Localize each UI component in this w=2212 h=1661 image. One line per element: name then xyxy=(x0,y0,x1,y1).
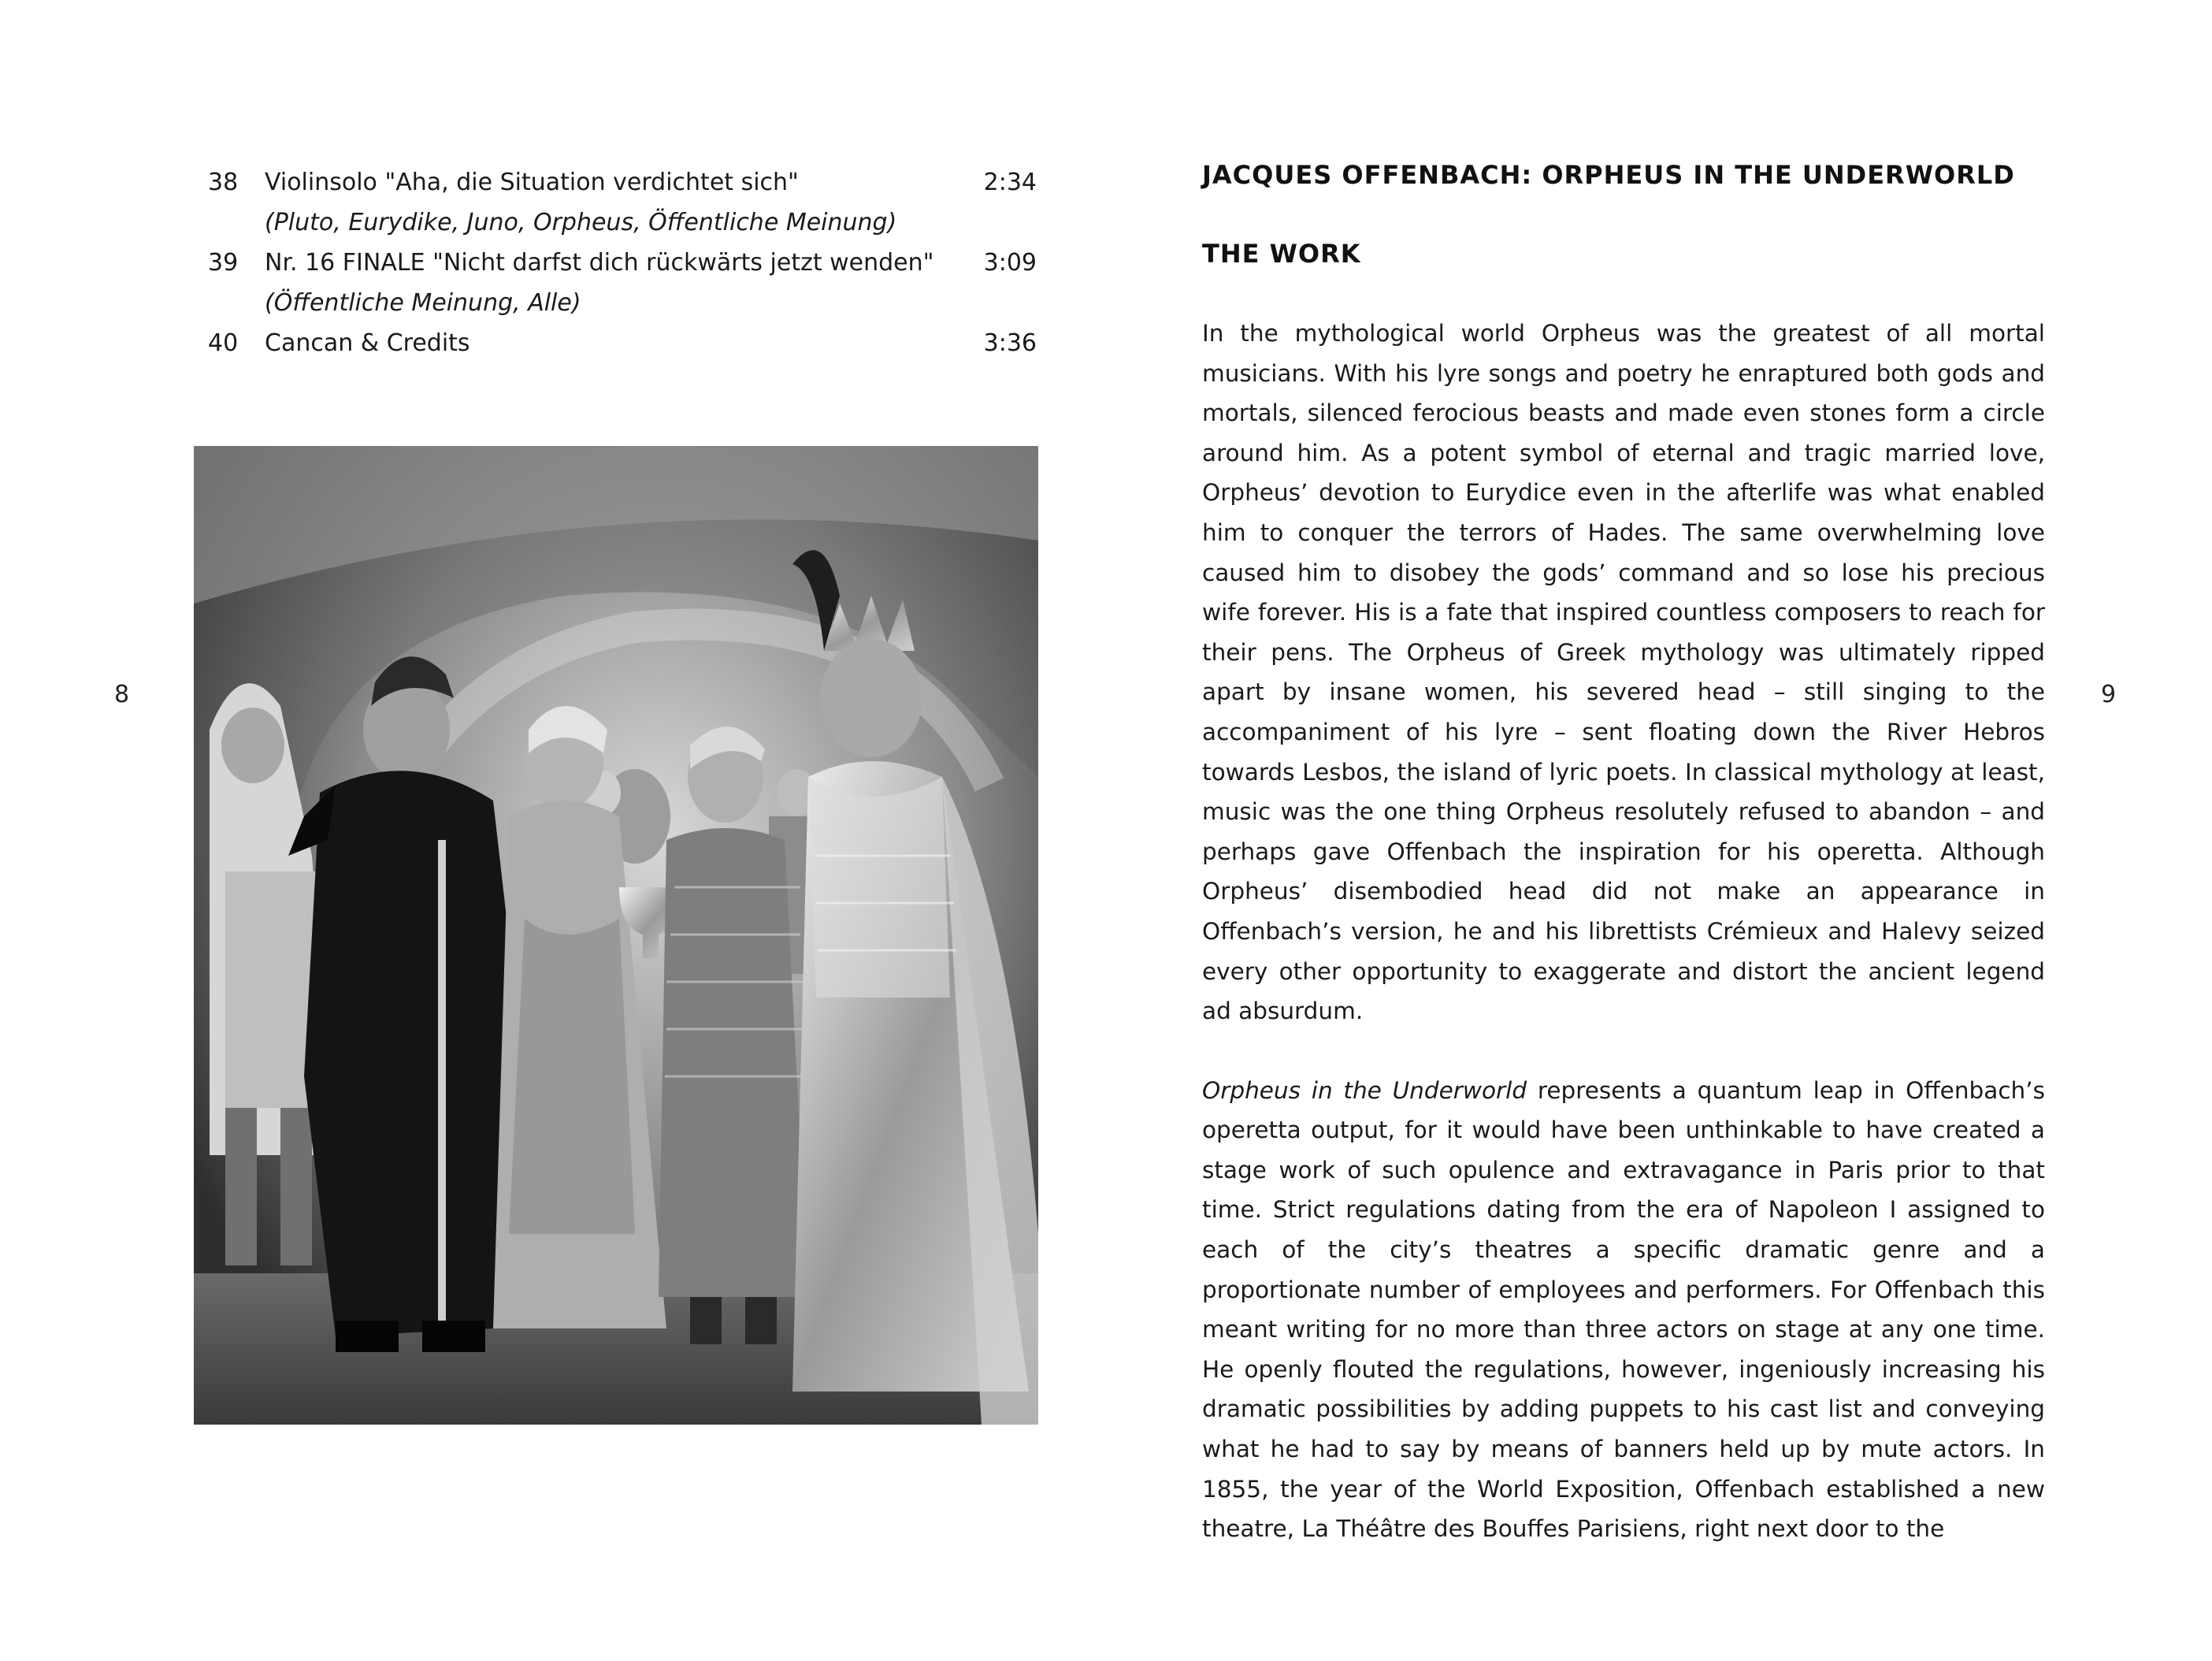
track-number: 38 xyxy=(208,169,239,196)
track-title: Cancan & Credits xyxy=(265,329,470,357)
track-title: Nr. 16 FINALE "Nicht darfst dich rückwärts jetzt wenden" xyxy=(265,249,934,277)
track-duration: 2:34 xyxy=(983,169,1037,196)
track-item xyxy=(208,243,1037,323)
essay-paragraph-1: In the mythological world Orpheus was the greatest of all mortal musicians. With his lyre songs and poetry he enraptured both gods and mortals, silenced ferocious beasts and made even stones form a circle around him. As a potent symbol of eternal and tragic married love, Orpheus’ devotion to Eurydice even in the afterlife was what enabled him to conquer the terrors of Hades. The same overwhelming love caused him to disobey the gods’ command and so lose his precious wife forever. His is a fate that inspired countless composers to reach for their pens. The Orpheus of Greek mythology was ultimately ripped apart by insane women, his severed head – still singing to the accompaniment of his lyre – sent floating down the River Hebros towards Lesbos, the island of lyric poets. In classical mythology at least, music was the one thing Orpheus resolutely refused to abandon – and perhaps gave Offenbach the inspiration for his operetta. Although Orpheus’ disembodied head did not make an appearance in Offenbach’s version, he and his librettists Crémieux and Halevy seized every other opportunity to exaggerate and distort the ancient legend ad absurdum. xyxy=(1202,320,2045,1025)
essay-subtitle: THE WORK xyxy=(1202,239,1361,269)
track-list xyxy=(208,162,1037,363)
track-duration: 3:36 xyxy=(983,329,1037,357)
track-item xyxy=(208,162,1037,243)
essay-paragraph-2 xyxy=(1202,1071,2045,1549)
stage-photo-illustration xyxy=(194,446,1038,1425)
stage-photo xyxy=(194,446,1038,1425)
track-number: 40 xyxy=(208,329,239,357)
essay-paragraph-2-text: represents a quantum leap in Offenbach’s operetta output, for it would have been unthinkable to have created a stage work of such opulence and extravagance in Paris prior to that time. Strict regulations dating from the era of Napoleon I assigned to each of the city’s theatres a specific dramatic genre and a proportionate number of employees and performers. For Offenbach this meant writing for no more than three actors on stage at any one time. He openly flouted the regulations, however, ingeniously increasing his dramatic possibilities by adding puppets to his cast list and conveying what he had to say by means of banners held up by mute actors. In 1855, the year of the World Exposition, Offenbach established a new theatre, La Théâtre des Bouffes Parisiens, right next door to the xyxy=(1202,1076,2045,1543)
track-roles: (Öffentliche Meinung, Alle) xyxy=(265,289,581,317)
track-item xyxy=(208,323,1037,363)
track-roles: (Pluto, Eurydike, Juno, Orpheus, Öffentliche Meinung) xyxy=(265,209,897,236)
track-duration: 3:09 xyxy=(983,249,1037,277)
page-number-left: 8 xyxy=(114,681,130,708)
essay-title: JACQUES OFFENBACH: ORPHEUS IN THE UNDERWORLD xyxy=(1202,160,2015,190)
essay-column xyxy=(1202,156,2045,1549)
track-number: 39 xyxy=(208,249,239,277)
page-number-right: 9 xyxy=(2101,681,2117,708)
work-title-italic: Orpheus in the Underworld xyxy=(1202,1076,1527,1104)
track-title: Violinsolo "Aha, die Situation verdichtet sich" xyxy=(265,169,799,196)
